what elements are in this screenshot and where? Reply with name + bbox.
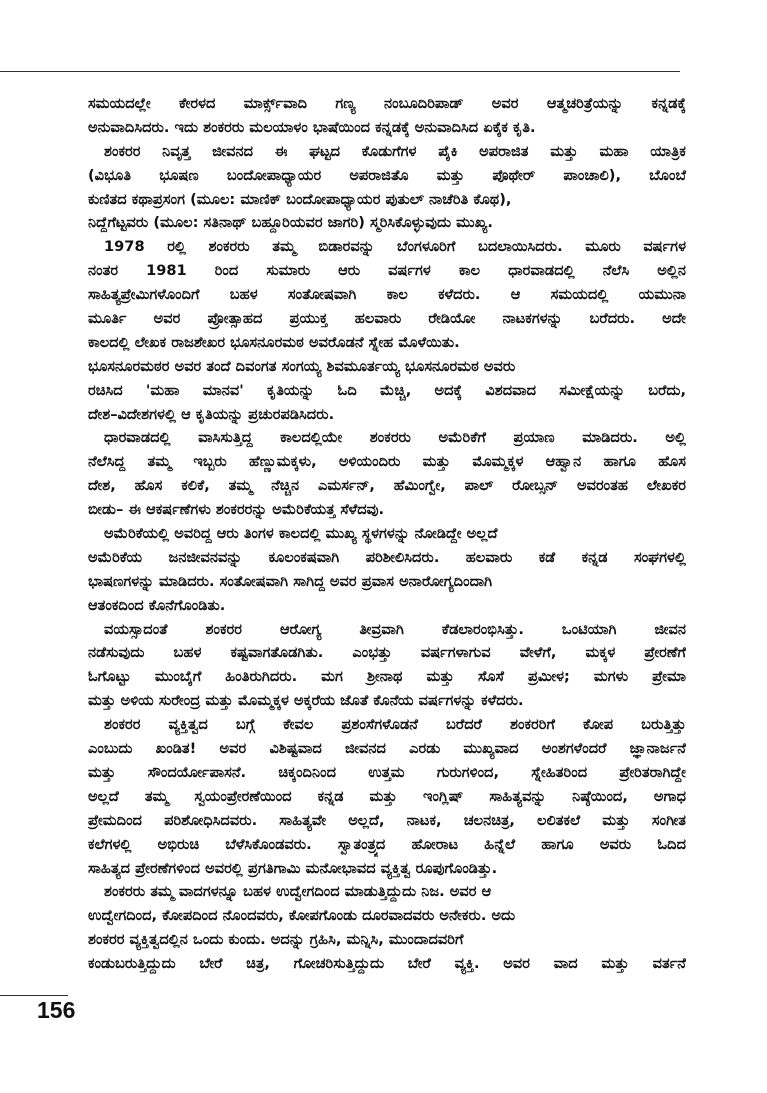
text-line: ಅಮೆರಿಕೆಯ ಜನಜೀವನವನ್ನು ಕೂಲಂಕಷವಾಗಿ ಪರಿಶೀಲಿಸಿದರು. ಹಲವಾರು ಕಡೆ ಕನ್ನಡ ಸಂಘಗಳಲ್ಲಿ xyxy=(88,548,686,566)
text-line: ಓಗೊಟ್ಟು ಮುಂಬೈಗೆ ಹಿಂತಿರುಗಿದರು. ಮಗ ಶ್ರೀನಾಥ ಮತ್ತು ಸೊಸೆ ಪ್ರಮೀಳ; ಮಗಳು ಪ್ರೇಮಾ xyxy=(88,668,686,686)
text-line: ಅಮೆರಿಕೆಯಲ್ಲಿ ಅವರಿದ್ದ ಆರು ತಿಂಗಳ ಕಾಲದಲ್ಲಿ ಮುಖ್ಯ ಸ್ಥಳಗಳನ್ನು ನೋಡಿದ್ದೇ ಅಲ್ಲದೆ xyxy=(104,525,498,543)
text-line: ಮತ್ತು ಅಳಿಯ ಸುರೇಂದ್ರ ಮತ್ತು ಮೊಮ್ಮಕ್ಕಳ ಅಕ್ಕರೆಯ ಜೊತೆ ಕೊನೆಯ ವರ್ಷಗಳನ್ನು ಕಳೆದರು. xyxy=(88,692,524,710)
text-line: ನಿದ್ದೆಗೆಟ್ಟವರು (ಮೂಲ: ಸತಿನಾಥ್ ಬಹ್ದೂರಿಯವರ ಜಾಗರಿ) ಸ್ಮರಿಸಿಕೊಳ್ಳುವುದು ಮುಖ್ಯ. xyxy=(88,214,493,232)
text-line: ವಯಸ್ಸಾದಂತೆ ಶಂಕರರ ಆರೋಗ್ಯ ತೀವ್ರವಾಗಿ ಕೆಡಲಾರಂಭಿಸಿತ್ತು. ಒಂಟಿಯಾಗಿ ಜೀವನ xyxy=(104,620,686,638)
text-line: ನೆಲೆಸಿದ್ದ ತಮ್ಮ ಇಬ್ಬರು ಹೆಣ್ಣುಮಕ್ಕಳು, ಅಳಿಯಂದಿರು ಮತ್ತು ಮೊಮ್ಮಕ್ಕಳ ಆಹ್ವಾನ ಹಾಗೂ ಹೊಸ xyxy=(88,453,686,471)
text-line: ಬೀಡು– ಈ ಆಕರ್ಷಣೆಗಳು ಶಂಕರರನ್ನು ಅಮೆರಿಕೆಯತ್ತ ಸೆಳೆದವು. xyxy=(88,501,385,519)
text-line: ನಡೆಸುವುದು ಬಹಳ ಕಷ್ಟವಾಗತೊಡಗಿತು. ಎಂಭತ್ತು ವರ್ಷಗಳಾಗುವ ವೇಳೆಗೆ, ಮಕ್ಕಳ ಪ್ರೇರಣೆಗೆ xyxy=(88,644,686,662)
text-line: ದೇಶ, ಹೊಸ ಕಲಿಕೆ, ತಮ್ಮ ನೆಚ್ಚಿನ ಎಮರ್ಸನ್, ಹೆಮಿಂಗ್ವೇ, ಪಾಲ್ ರೋಬ್ಸನ್ ಅವರಂತಹ ಲೇಖಕರ xyxy=(88,477,686,495)
text-line: ಅನುವಾದಿಸಿದರು. ಇದು ಶಂಕರರು ಮಲಯಾಳಂ ಭಾಷೆಯಿಂದ ಕನ್ನಡಕ್ಕೆ ಅನುವಾದಿಸಿದ ಏಕೈಕ ಕೃತಿ. xyxy=(88,118,536,136)
text-line: ಕುಣಿತದ ಕಥಾಪ್ರಸಂಗ (ಮೂಲ: ಮಾಣಿಕ್ ಬಂದೋಪಾಧ್ಯಾಯರ ಪುತುಲ್ ನಾಚೆರಿತಿ ಕೊಥ), xyxy=(88,190,512,208)
footer-rule xyxy=(0,995,68,996)
text-line: ಭಾಷಣಗಳನ್ನು ಮಾಡಿದರು. ಸಂತೋಷವಾಗಿ ಸಾಗಿದ್ದ ಅವರ ಪ್ರವಾಸ ಅನಾರೋಗ್ಯದಿಂದಾಗಿ xyxy=(88,572,493,590)
text-line: ನಂತರ 1981 ರಿಂದ ಸುಮಾರು ಆರು ವರ್ಷಗಳ ಕಾಲ ಧಾರವಾಡದಲ್ಲಿ ನೆಲೆಸಿ ಅಲ್ಲಿನ xyxy=(88,262,686,280)
text-line: ಪ್ರೇಮದಿಂದ ಪರಿಶೋಧಿಸಿದವರು. ಸಾಹಿತ್ಯವೇ ಅಲ್ಲದೆ, ನಾಟಕ, ಚಲನಚಿತ್ರ, ಲಲಿತಕಲೆ ಮತ್ತು ಸಂಗೀತ xyxy=(88,811,686,829)
text-line: ಕಲೆಗಳಲ್ಲಿ ಅಭಿರುಚಿ ಬೆಳೆಸಿಕೊಂಡವರು. ಸ್ವಾತಂತ್ರ್ಯದ ಹೋರಾಟ ಹಿನ್ನೆಲೆ ಹಾಗೂ ಅವರು ಓದಿದ xyxy=(88,835,686,853)
text-line: ರಚಿಸಿದ 'ಮಹಾ ಮಾನವ' ಕೃತಿಯನ್ನು ಓದಿ ಮೆಚ್ಚಿ, ಅದಕ್ಕೆ ವಿಶದವಾದ ಸಮೀಕ್ಷೆಯನ್ನು ಬರೆದು, xyxy=(88,381,686,399)
text-line: ದೇಶ–ವಿದೇಶಗಳಲ್ಲಿ ಆ ಕೃತಿಯನ್ನು ಪ್ರಚುರಪಡಿಸಿದರು. xyxy=(88,405,335,423)
text-line: ಶಂಕರರು ತಮ್ಮ ವಾದಗಳನ್ನೂ ಬಹಳ ಉದ್ವೇಗದಿಂದ ಮಾಡುತ್ತಿದ್ದುದು ನಿಜ. ಅವರ ಆ xyxy=(104,883,492,901)
text-line: ಸಾಹಿತ್ಯಪ್ರೇಮಿಗಳೊಂದಿಗೆ ಬಹಳ ಸಂತೋಷವಾಗಿ ಕಾಲ ಕಳೆದರು. ಆ ಸಮಯದಲ್ಲಿ ಯಮುನಾ xyxy=(88,286,686,304)
text-line: ಮೂರ್ತಿ ಅವರ ಪ್ರೋತ್ಸಾಹದ ಪ್ರಯುಕ್ತ ಹಲವಾರು ರೇಡಿಯೋ ನಾಟಕಗಳನ್ನು ಬರೆದರು. ಅದೇ xyxy=(88,310,686,328)
text-line: ಕಂಡುಬರುತ್ತಿದ್ದುದು ಬೇರೆ ಚಿತ್ರ, ಗೋಚರಿಸುತ್ತಿದ್ದುದು ಬೇರೆ ವ್ಯಕ್ತಿ. ಅವರ ವಾದ ಮತ್ತು ವರ್ತನೆ xyxy=(88,955,686,973)
text-line: (ವಿಭೂತಿ ಭೂಷಣ ಬಂದೋಪಾಧ್ಯಾಯರ ಅಪರಾಜಿತೊ ಮತ್ತು ಪೊಥೇರ್ ಪಾಂಚಾಲಿ), ಬೊಂಬೆ xyxy=(88,166,686,184)
text-line: ಸಾಹಿತ್ಯದ ಪ್ರೇರಣೆಗಳಿಂದ ಅವರಲ್ಲಿ ಪ್ರಗತಿಗಾಮಿ ಮನೋಭಾವದ ವ್ಯಕ್ತಿತ್ವ ರೂಪುಗೊಂಡಿತ್ತು. xyxy=(88,859,498,877)
text-line: ಶಂಕರರ ವ್ಯಕ್ತಿತ್ವದಲ್ಲಿನ ಒಂದು ಕುಂದು. ಅದನ್ನು ಗ್ರಹಿಸಿ, ಮನ್ನಿಸಿ, ಮುಂದಾದವರಿಗೆ xyxy=(88,931,464,949)
text-line: ಕಾಲದಲ್ಲಿ ಲೇಖಕ ರಾಜಶೇಖರ ಭೂಸನೂರಮಠ ಅವರೊಡನೆ ಸ್ನೇಹ ಮೊಳೆಯಿತು. xyxy=(88,333,460,351)
body-text xyxy=(88,92,686,976)
text-line: ಭೂಸನೂರಮಠರ ಅವರ ತಂದೆ ದಿವಂಗತ ಸಂಗಯ್ಯ ಶಿವಮೂರ್ತಯ್ಯ ಭೂಸನೂರಮಠ ಅವರು xyxy=(88,357,516,375)
top-rule xyxy=(0,71,680,72)
text-line: ಉದ್ವೇಗದಿಂದ, ಕೋಪದಿಂದ ನೊಂದವರು, ಕೋಪಗೊಂಡು ದೂರವಾದವರು ಅನೇಕರು. ಅದು xyxy=(88,907,516,925)
text-line: ಶಂಕರರ ನಿವೃತ್ತ ಜೀವನದ ಈ ಘಟ್ಟದ ಕೊಡುಗೆಗಳ ಪೈಕಿ ಅಪರಾಜಿತ ಮತ್ತು ಮಹಾ ಯಾತ್ರಿಕ xyxy=(104,142,686,160)
text-line: 1978 ರಲ್ಲಿ ಶಂಕರರು ತಮ್ಮ ಬಿಡಾರವನ್ನು ಬೆಂಗಳೂರಿಗೆ ಬದಲಾಯಿಸಿದರು. ಮೂರು ವರ್ಷಗಳ xyxy=(104,238,686,256)
page-number: 156 xyxy=(37,997,76,1023)
text-line: ಸಮಯದಲ್ಲೇ ಕೇರಳದ ಮಾರ್ಕ್ಸ್‌ವಾದಿ ಗಣ್ಯ ನಂಬೂದಿರಿಪಾಡ್ ಅವರ ಆತ್ಮಚರಿತ್ರೆಯನ್ನು ಕನ್ನಡಕ್ಕೆ xyxy=(88,95,686,112)
text-line: ಧಾರವಾಡದಲ್ಲಿ ವಾಸಿಸುತ್ತಿದ್ದ ಕಾಲದಲ್ಲಿಯೇ ಶಂಕರರು ಅಮೆರಿಕೆಗೆ ಪ್ರಯಾಣ ಮಾಡಿದರು. ಅಲ್ಲಿ xyxy=(104,429,686,447)
text-line: ಶಂಕರರ ವ್ಯಕ್ತಿತ್ವದ ಬಗ್ಗೆ ಕೇವಲ ಪ್ರಶಂಸೆಗಳೊಡನೆ ಬರೆದರೆ ಶಂಕರರಿಗೆ ಕೋಪ ಬರುತ್ತಿತ್ತು xyxy=(104,716,686,734)
text-line: ಆತಂಕದಿಂದ ಕೊನೆಗೊಂಡಿತು. xyxy=(88,596,226,614)
text-line: ಮತ್ತು ಸೌಂದರ್ಯೋಪಾಸನೆ. ಚಿಕ್ಕಂದಿನಿಂದ ಉತ್ತಮ ಗುರುಗಳಿಂದ, ಸ್ನೇಹಿತರಿಂದ ಪ್ರೇರಿತರಾಗಿದ್ದೇ xyxy=(88,763,686,781)
text-line: ಎಂಬುದು ಖಂಡಿತ! ಅವರ ವಿಶಿಷ್ಟವಾದ ಜೀವನದ ಎರಡು ಮುಖ್ಯವಾದ ಅಂಶಗಳೆಂದರೆ ಜ್ಞಾನಾರ್ಜನೆ xyxy=(88,740,686,758)
text-line: ಅಲ್ಲದೆ ತಮ್ಮ ಸ್ವಯಂಪ್ರೇರಣೆಯಿಂದ ಕನ್ನಡ ಮತ್ತು ಇಂಗ್ಲಿಷ್ ಸಾಹಿತ್ಯವನ್ನು ನಿಷ್ಠೆಯಿಂದ, ಅಗಾಧ xyxy=(88,787,686,805)
